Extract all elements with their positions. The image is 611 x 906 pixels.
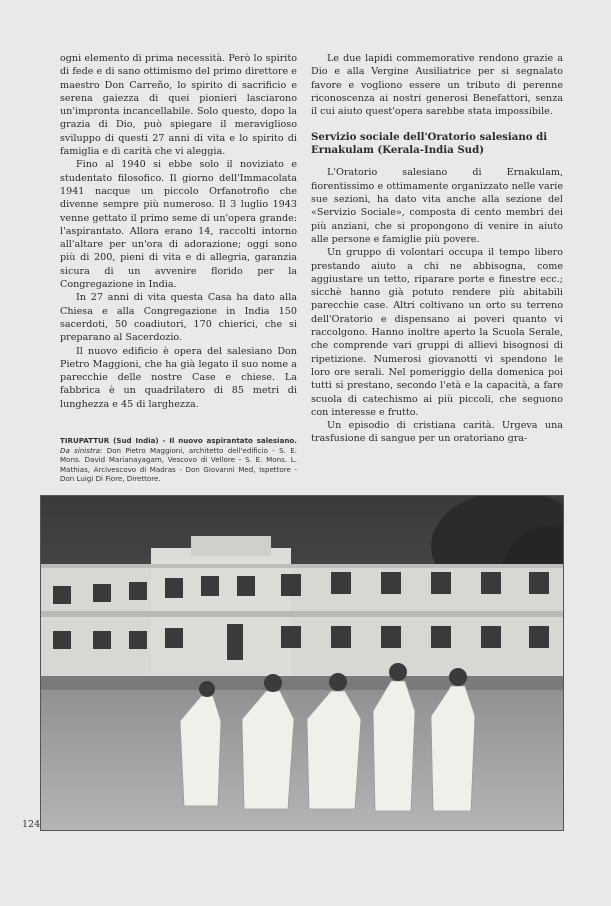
building-photo — [40, 495, 564, 831]
left-paragraph-1: ogni elemento di prima necessità. Però lo spirito di fede e di sano ottimismo del primo direttore e maestro Don Carreño, lo spirito di sacrificio e serena gaiezza di quei pionieri lasciarono un'impronta incancellabile. Solo questo, dopo la grazia di Dio, può spiegare il meraviglioso sviluppo di questi 27 anni di vita e lo spirito di famiglia e di carità che vi aleggia. — [60, 53, 297, 158]
right-intro-paragraph: Le due lapidi commemorative rendono grazie a Dio e alla Vergine Ausiliatrice per si segnalato favore e vogliono essere un tributo di perenne riconoscenza ai nostri generosi Benefattori, senza il cui aiuto quest'opera sarebbe stata impossibile. — [311, 53, 563, 118]
left-column — [60, 52, 297, 411]
caption-text: Don Pietro Maggioni, architetto dell'edificio - S. E. Mons. David Marianayagam, Vescovo di Vellore - S. E. Mons. L. Mathias, Arcivescovo di Madras - Don Giovanni Med, Ispettore - Don Luigi Di Fiore, Direttore. — [60, 445, 297, 484]
page-number: 124 — [22, 819, 41, 830]
left-paragraph-3: In 27 anni di vita questa Casa ha dato alla Chiesa e alla Congregazione in India 150 sacerdoti, 50 coadiutori, 170 chierici, che si preparano al Sacerdozio. — [60, 292, 297, 344]
left-paragraph-4: Il nuovo edificio è opera del salesiano Don Pietro Maggioni, che ha già legato il suo nome a parecchie delle nostre Case e chiese. La fabbrica è un quadrilatero di 85 metri di lunghezza e 45 di larghezza. — [60, 345, 297, 410]
left-paragraph-2: Fino al 1940 si ebbe solo il noviziato e studentato filosofico. Il giorno dell'Immacolata 1941 nacque un piccolo Orfanotrofio che divenne sempre più numeroso. Il 3 luglio 1943 venne gettato il primo seme di un'opera grande: l'aspirantato. Allora erano 14, raccolti intorno all'altare per un'ora di adorazione; oggi sono più di 200, pieni di vita e di allegria, garanzia sicura di un avvenire florido per la Congregazione in India. — [60, 159, 297, 291]
section-heading: Servizio sociale dell'Oratorio salesiano di Ernakulam (Kerala-India Sud) — [311, 131, 548, 157]
right-paragraph-2: Un gruppo di volontari occupa il tempo libero prestando aiuto a chi ne abbisogna, come aggiustare un tetto, riparare porte e finestre ecc.; sicchè hanno già potuto rendere più abitabili parecchie case. Altri coltivano un orto su terreno dell'Oratorio e dispensano ai poveri quanto vi raccolgono. Hanno inoltre aperto la Scuola Serale, che comprende vari gruppi di allievi bisognosi di ripetizione. Numerosi giovanotti vi spendono le loro ore serali. Nel pomeriggio della domenica poi tutti si prestano, secondo l'età e la capacità, a fare scuola di catechismo ai più piccoli, che seguono con interesse e frutto. — [311, 247, 563, 418]
right-paragraph-1: L'Oratorio salesiano di Ernakulam, fiorentissimo e ottimamente organizzato nelle varie sue sezioni, ha dato vita anche alla sezione del «Servizio Sociale», composta di cento membri dei più anziani, che si propongono di venire in aiuto alle persone e famiglie più povere. — [311, 167, 563, 245]
caption-title: TIRUPATTUR (Sud India) - Il nuovo aspirantato salesiano. — [60, 436, 297, 445]
photo-caption — [60, 436, 297, 484]
right-paragraph-3: Un episodio di cristiana carità. Urgeva una trasfusione di sangue per un oratoriano gra- — [311, 420, 563, 445]
right-column — [311, 52, 563, 446]
caption-lead: Da sinistra: — [60, 445, 103, 455]
